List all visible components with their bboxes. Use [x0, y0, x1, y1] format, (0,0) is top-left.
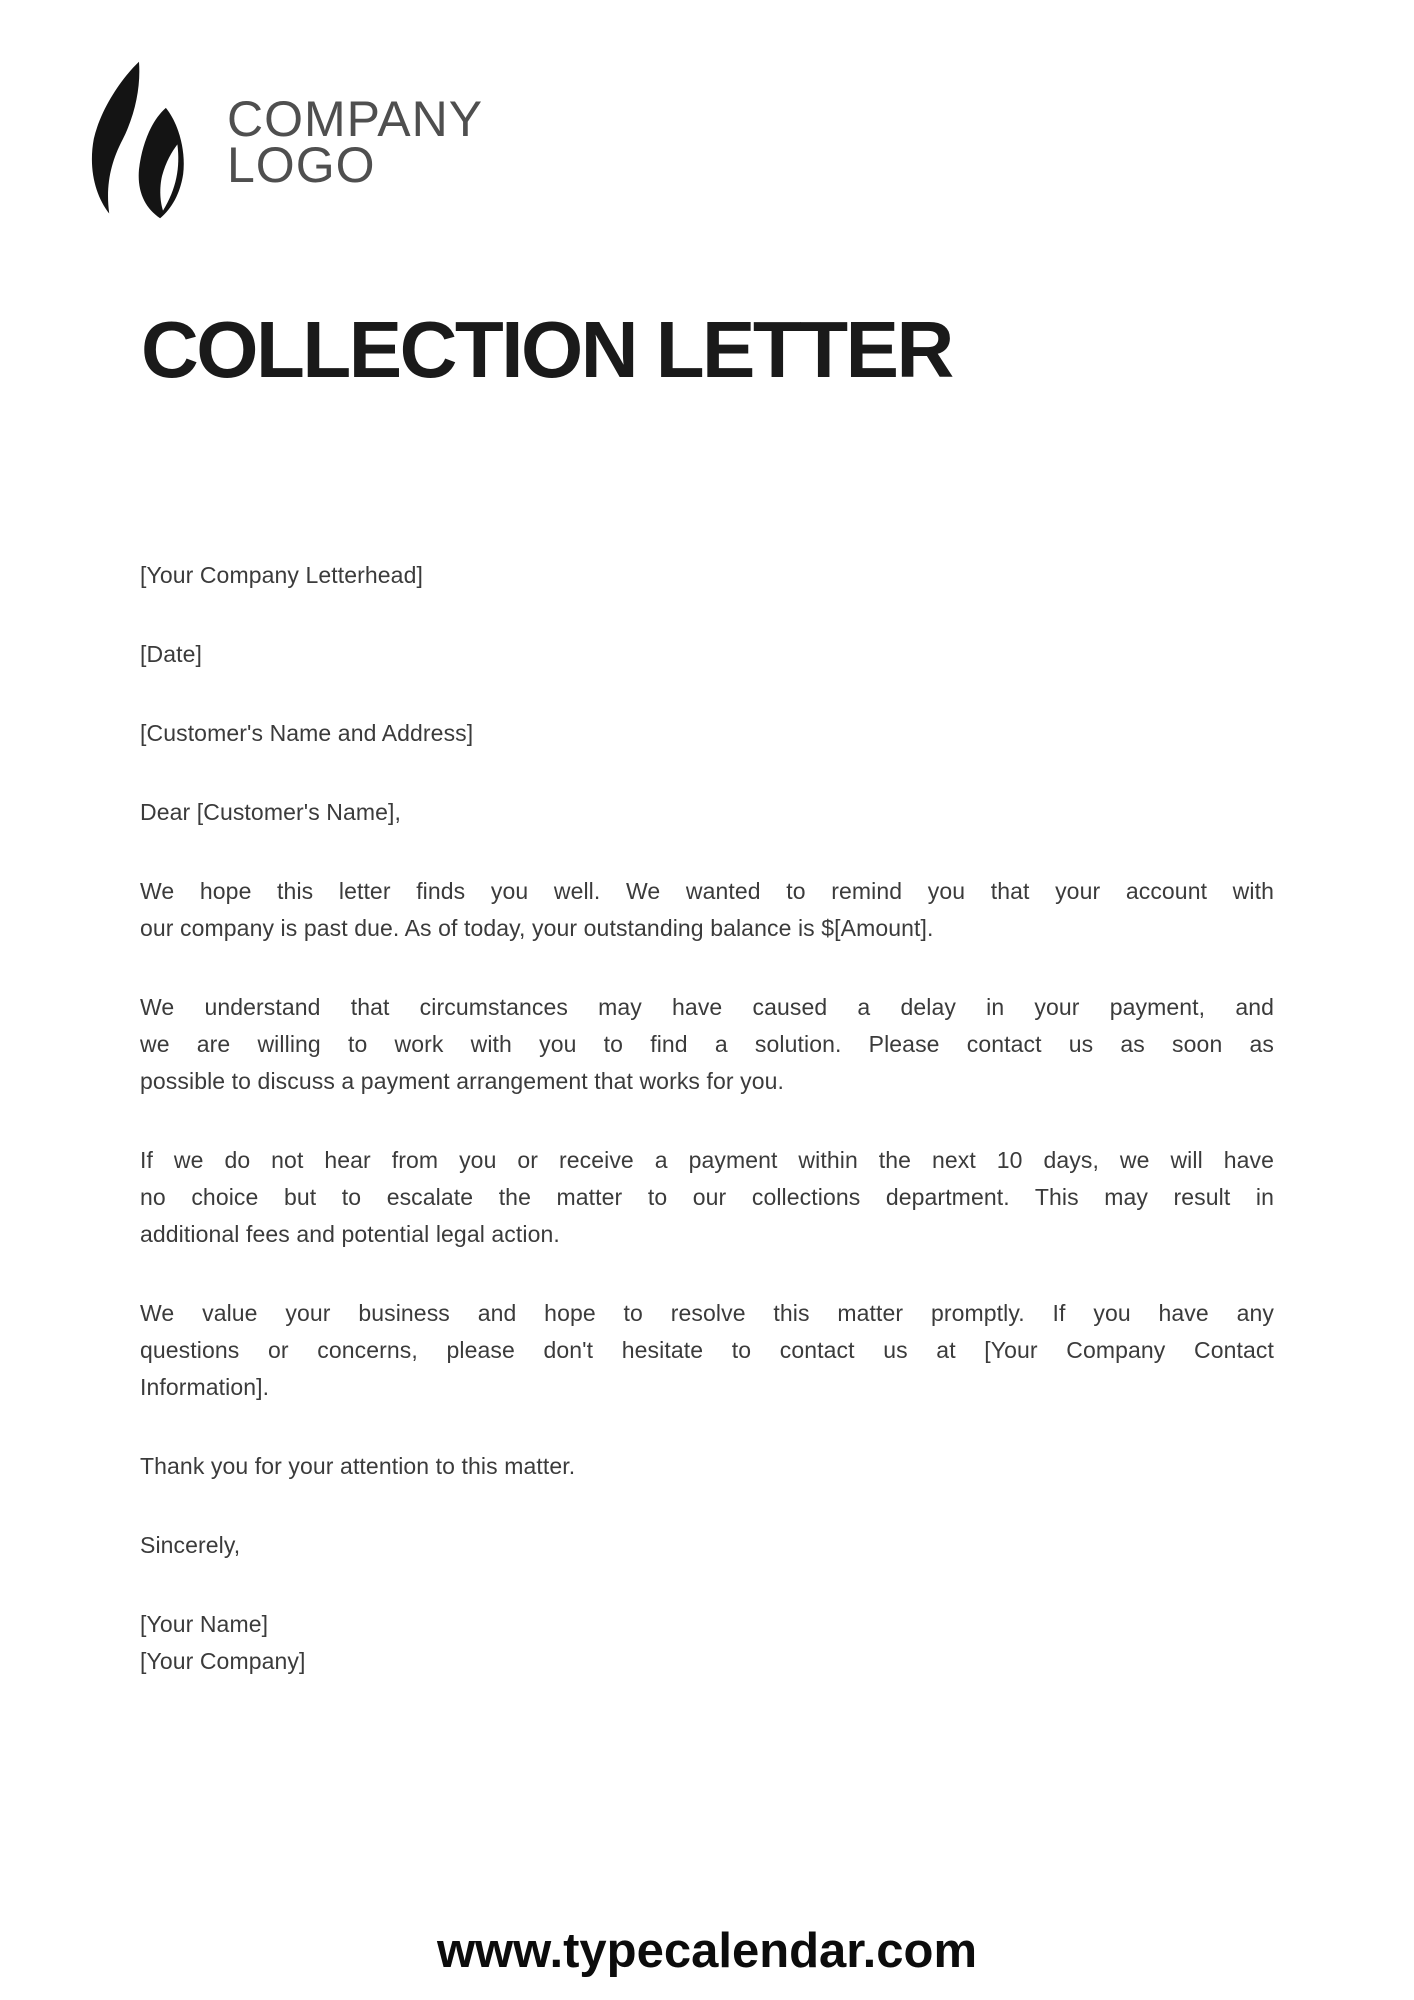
- letter-line: Sincerely,: [140, 1532, 241, 1558]
- letter-body: [140, 557, 1274, 1680]
- letter-line: additional fees and potential legal action.: [140, 1221, 560, 1247]
- letter-line: Dear [Customer's Name],: [140, 799, 402, 825]
- letter-paragraph: [140, 1142, 1274, 1253]
- letter-line: We understand that circumstances may have caused a delay in your payment, and: [140, 994, 1274, 1020]
- letter-line: We value your business and hope to resolve this matter promptly. If you have any: [140, 1300, 1274, 1326]
- letter-line: our company is past due. As of today, your outstanding balance is $[Amount].: [140, 915, 934, 941]
- letter-paragraph: [140, 1295, 1274, 1406]
- letter-paragraph: [140, 989, 1274, 1100]
- letter-line: no choice but to escalate the matter to our collections department. This may result in: [140, 1184, 1274, 1210]
- logo-text: [227, 91, 484, 193]
- letter-paragraph: [140, 1448, 1274, 1485]
- letter-line: we are willing to work with you to find a solution. Please contact us as soon as: [140, 1031, 1274, 1057]
- logo-text-line2: LOGO: [227, 137, 376, 193]
- letter-line: [Your Company]: [140, 1648, 306, 1674]
- letter-paragraph: [140, 557, 1274, 594]
- letter-paragraph: [140, 715, 1274, 752]
- letter-paragraph: [140, 794, 1274, 831]
- letter-line: [Date]: [140, 641, 202, 667]
- letter-paragraph: [140, 1527, 1274, 1564]
- letter-paragraph: [140, 1606, 1274, 1680]
- letter-line: possible to discuss a payment arrangement that works for you.: [140, 1068, 785, 1094]
- letter-line: Thank you for your attention to this matter.: [140, 1453, 576, 1479]
- letter-paragraph: [140, 873, 1274, 947]
- letter-line: [Your Name]: [140, 1611, 269, 1637]
- letter-line: Information].: [140, 1374, 270, 1400]
- page-title: COLLECTION LETTER: [141, 305, 952, 394]
- footer-url: www.typecalendar.com: [436, 1924, 978, 1978]
- letter-line: If we do not hear from you or receive a payment within the next 10 days, we will have: [140, 1147, 1274, 1173]
- letter-line: [Customer's Name and Address]: [140, 720, 474, 746]
- letter-line: questions or concerns, please don't hesitate to contact us at [Your Company Contact: [140, 1337, 1274, 1363]
- letter-line: [Your Company Letterhead]: [140, 562, 423, 588]
- letter-line: We hope this letter finds you well. We wanted to remind you that your account with: [140, 878, 1274, 904]
- logo-text-line1: COMPANY: [227, 91, 484, 147]
- flame-icon: [90, 60, 187, 222]
- company-logo: [90, 60, 483, 222]
- letter-paragraph: [140, 636, 1274, 673]
